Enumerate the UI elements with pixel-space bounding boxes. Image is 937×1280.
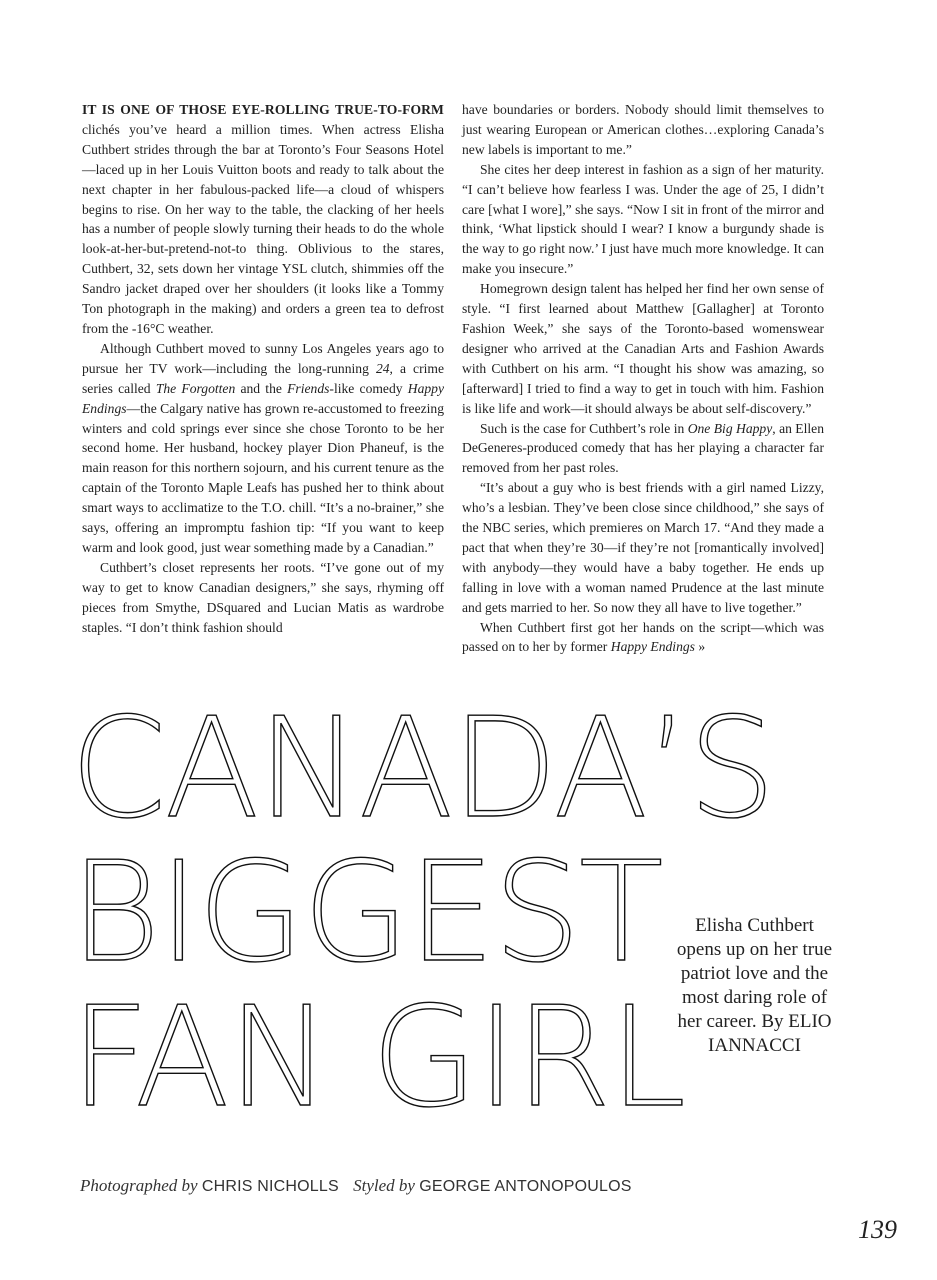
article-paragraph: Homegrown design talent has helped her find her own sense of style. “I first learned about Matthew [Gallagher] at Toronto Fashion Week,” she says of the Toronto-based womenswear designer who arrived at the Canadian Arts and Fashion Awards with Cuthbert on his arm. “I thought his show was amazing, so [afterward] I tried to find a way to get in touch with him. Fashion is like life and work—it should always be about self-discovery.”	[462, 281, 824, 416]
article-paragraph	[82, 339, 444, 558]
headline-line-3: FAN GIRL	[70, 976, 685, 1138]
headline-line-1: CANADA’S	[70, 688, 774, 849]
article-paragraph: “It’s about a guy who is best friends with a girl named Lizzy, who’s a lesbian. They’ve been close since childhood,” she says of the NBC series, which premieres on March 17. “And they made a pact that when they’re 30—if they’re not [romantically involved] with anybody—they would have a baby together. He ends up falling in love with a woman named Prudence at the last minute and gets married to her. So now they all have to live together.”	[462, 480, 824, 615]
article-paragraph	[462, 419, 824, 479]
paragraph-text: , a crime series called	[82, 360, 444, 396]
article-paragraph: Cuthbert’s closet represents her roots. “I’ve gone out of my way to get to know Canadian designers,” she says, rhyming off pieces from Smythe, DSquared and Lucian Matis as wardrobe staples. “I don’t think fashion should	[82, 559, 444, 635]
headline-line-2: BIGGEST	[70, 832, 662, 994]
italic-title: 24	[375, 360, 390, 376]
paragraph-text: When Cuthbert first got her hands on the script—which was passed on to her by former	[462, 619, 824, 655]
article-right-column	[462, 100, 824, 657]
photographer-name: CHRIS NICHOLLS	[201, 1178, 339, 1195]
article-paragraph: have boundaries or borders. Nobody should limit themselves to just wearing European or American clothes…exploring Canada’s new labels is important to me.”	[462, 102, 824, 157]
article-paragraph	[82, 100, 444, 339]
paragraph-text: , an Ellen DeGeneres-produced comedy that has her playing a character far removed from her past roles.	[462, 420, 824, 476]
italic-title: One Big Happy	[687, 420, 773, 436]
stylist-name: GEORGE ANTONOPOULOS	[419, 1178, 632, 1195]
lead-in: IT IS ONE OF THOSE EYE-ROLLING TRUE-TO-FORM	[82, 102, 444, 117]
paragraph-text: Such is the case for Cuthbert’s role in	[480, 420, 688, 436]
italic-title: Friends	[287, 380, 330, 396]
paragraph-text: and the	[235, 380, 288, 396]
italic-title: Happy Endings	[610, 639, 695, 655]
dek: Elisha Cuthbert opens up on her true patriot love and the most daring role of her career. By ELIO IANNACCI	[676, 915, 833, 1056]
paragraph-text: -like comedy	[329, 380, 408, 396]
photo-role: Photographed by	[80, 1176, 198, 1195]
photo-credits	[80, 1176, 780, 1196]
page-number: 139	[858, 1215, 897, 1244]
paragraph-text: —the Calgary native has grown re-accustomed to freezing winters and cold springs ever since she chose Toronto to be her second home. Her husband, hockey player Dion Phaneuf, is the main reason for this northern sojourn, and his current tenure as the captain of the Toronto Maple Leafs has pushed her to think about smart ways to acclimatize to the T.O. chill. “It’s a no-brainer,” she says, offering an impromptu fashion tip: “If you want to keep warm and look good, just wear something made by a Canadian.”	[82, 400, 445, 555]
italic-title: The Forgotten	[155, 380, 236, 396]
article-paragraph: She cites her deep interest in fashion as a sign of her maturity. “I can’t believe how fearless I was. Under the age of 25, I didn’t care [what I wore],” she says. “Now I sit in front of the mirror and think, ‘What lipstick should I wear? I know a burgundy shade is the way to go right now.’ I just have much more knowledge. It can make you insecure.”	[462, 161, 824, 277]
italic-title: Happy Endings	[82, 380, 445, 416]
continued-marker: »	[694, 639, 706, 655]
stylist-role: Styled by	[353, 1176, 415, 1195]
paragraph-text: clichés you’ve heard a million times. When actress Elisha Cuthbert strides through the bar at Toronto’s Four Seasons Hotel—laced up in her Louis Vuitton boots and ready to talk about the next chapter in her fabulous-packed life—a cloud of whispers begins to rise. On her way to the table, the clacking of her heels has a number of people slowly turning their heads to do the whole look-at-her-but-pretend-not-to thing. Oblivious to the stares, Cuthbert, 32, sets down her vintage YSL clutch, shimmies off the Sandro jacket draped over her shoulders (it looks like a Tommy Ton photograph in the making) and orders a green tea to defrost from the -16°C weather.	[82, 121, 444, 336]
paragraph-text: Although Cuthbert moved to sunny Los Angeles years ago to pursue her TV work—including the long-running	[82, 340, 444, 376]
article-paragraph	[462, 618, 824, 658]
article-left-column	[82, 100, 444, 637]
